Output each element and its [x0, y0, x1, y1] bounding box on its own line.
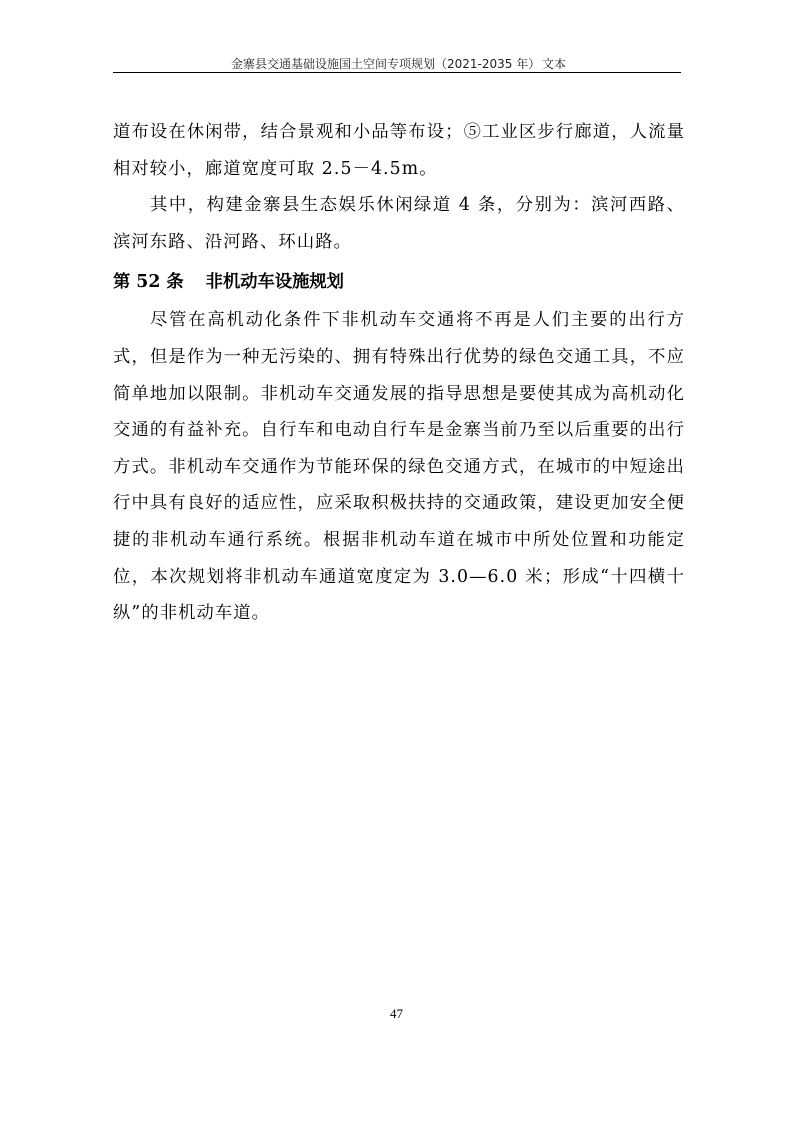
section-heading	[113, 264, 685, 300]
running-header	[113, 50, 681, 73]
header-title: 金寨县交通基础设施国土空间专项规划（2021-2035 年）	[231, 57, 541, 71]
section-number: 第 52 条	[113, 272, 184, 293]
paragraph-continued: 道布设在休闲带，结合景观和小品等布设；⑤工业区步行廊道，人流量相对较小，廊道宽度可取 2.5－4.5m。	[113, 122, 685, 179]
page-number: 47	[390, 1006, 403, 1021]
header-label: 文本	[542, 57, 567, 71]
document-body	[113, 114, 685, 632]
section-title: 非机动车设施规划	[205, 272, 344, 293]
paragraph-non-motor: 尽管在高机动化条件下非机动车交通将不再是人们主要的出行方式，但是作为一种无污染的、拥有特殊出行优势的绿色交通工具，不应简单地加以限制。非机动车交通发展的指导思想是要使其成为高机动化交通的有益补充。自行车和电动自行车是金寨当前乃至以后重要的出行方式。非机动车交通作为节能环保的绿色交通方式，在城市的中短途出行中具有良好的适应性，应采取积极扶持的交通政策，建设更加安全便捷的非机动车通行系统。根据非机动车道在城市中所处位置和功能定位，本次规划将非机动车通道宽度定为 3.0—6.0 米；形成“十四横十纵”的非机动车道。	[113, 310, 685, 624]
paragraph-greenways: 其中，构建金寨县生态娱乐休闲绿道 4 条，分别为：滨河西路、滨河东路、沿河路、环山路。	[113, 195, 685, 252]
